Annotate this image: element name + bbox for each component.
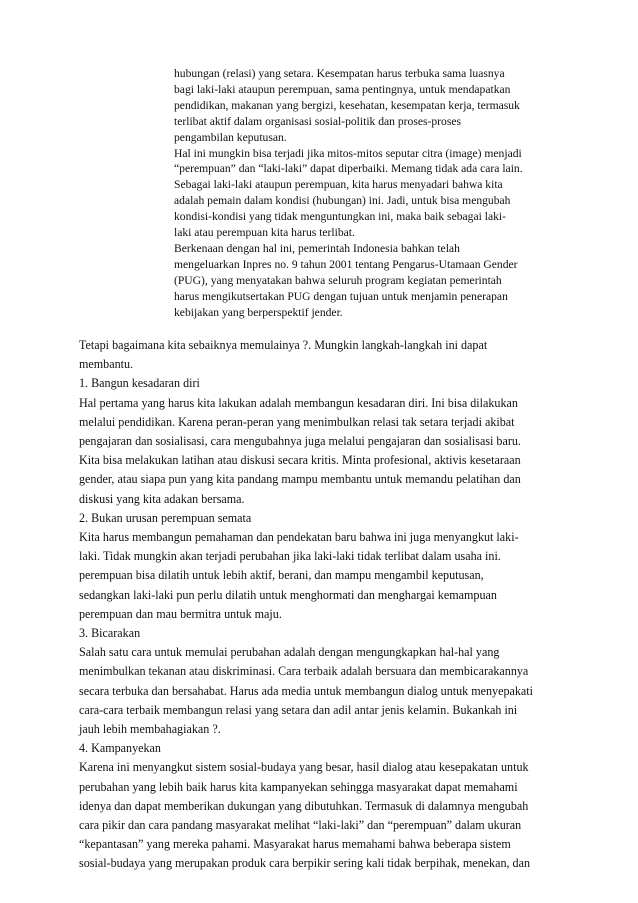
quote-text-line: terlibat aktif dalam organisasi sosial-politik dan proses-proses xyxy=(174,114,461,128)
body-text-line: 3. Bicarakan xyxy=(79,626,141,641)
body-text-line: perubahan yang lebih baik harus kita kampanyekan sehingga masyarakat dapat memahami xyxy=(79,779,518,794)
body-text-line: melalui pendidikan. Karena peran-peran yang menimbulkan relasi tak setara terjadi akibat xyxy=(79,414,515,429)
quote-text-line: adalah pemain dalam kondisi (hubungan) ini. Jadi, untuk bisa mengubah xyxy=(174,194,511,208)
main-body-text xyxy=(79,336,599,874)
body-text-line: cara-cara terbaik membangun relasi yang setara dan adil antar jenis kelamin. Bukankah ini xyxy=(79,702,518,717)
body-text-line: laki. Tidak mungkin akan terjadi perubahan jika laki-laki tidak terlibat dalam usaha ini. xyxy=(79,549,501,564)
quote-text-line: hubungan (relasi) yang setara. Kesempatan harus terbuka sama luasnya xyxy=(174,67,505,80)
quote-text-line: pengambilan keputusan. xyxy=(174,130,287,144)
quote-text-line: Berkenaan dengan hal ini, pemerintah Indonesia bahkan telah xyxy=(174,241,460,255)
body-text-line: 2. Bukan urusan perempuan semata xyxy=(79,510,252,525)
body-text-line: 4. Kampanyekan xyxy=(79,741,161,756)
body-text-line: jauh lebih membahagiakan ?. xyxy=(79,722,221,737)
body-text-line: Karena ini menyangkut sistem sosial-budaya yang besar, hasil dialog atau kesepakatan untuk xyxy=(79,760,529,775)
body-text-line: Salah satu cara untuk memulai perubahan adalah dengan mengungkapkan hal-hal yang xyxy=(79,645,500,660)
body-text-line: cara pikir dan cara pandang masyarakat melihat “laki-laki” dan “perempuan” dalam ukuran xyxy=(79,818,522,833)
body-text-line: diskusi yang kita adakan bersama. xyxy=(79,491,245,506)
quote-text-line: kebijakan yang berperspektif jender. xyxy=(174,305,343,319)
body-text-line: Hal pertama yang harus kita lakukan adalah membangun kesadaran diri. Ini bisa dilakukan xyxy=(79,395,518,410)
body-text-line: sedangkan laki-laki pun perlu dilatih untuk menghormati dan menghargai kemampuan xyxy=(79,587,497,602)
body-text-line: idenya dan dapat memberikan dukungan yang dibutuhkan. Termasuk di dalamnya mengubah xyxy=(79,798,529,813)
body-text-line: Kita harus membangun pemahaman dan pendekatan baru bahwa ini juga menyangkut laki- xyxy=(79,530,519,545)
body-text-line: sosial-budaya yang merupakan produk cara berpikir sering kali tidak berpihak, menekan, dan xyxy=(79,856,531,871)
quote-text-line: (PUG), yang menyatakan bahwa seluruh program kegiatan pemerintah xyxy=(174,273,502,287)
quote-text-line: harus mengikutsertakan PUG dengan tujuan untuk menjamin penerapan xyxy=(174,289,508,303)
quote-text-line: mengeluarkan Inpres no. 9 tahun 2001 tentang Pengarus-Utamaan Gender xyxy=(174,257,518,271)
body-text-line: perempuan bisa dilatih untuk lebih aktif, berani, dan mampu mengambil keputusan, xyxy=(79,568,484,583)
quote-text-line: kondisi-kondisi yang tidak menguntungkan ini, maka baik sebagai laki- xyxy=(174,210,506,224)
body-text-line: “kepantasan” yang mereka pahami. Masyarakat harus memahami bahwa beberapa sistem xyxy=(79,837,511,852)
body-text-line: gender, atau siapa pun yang kita pandang mampu membantu untuk memandu pelatihan dan xyxy=(79,472,521,487)
quote-text-line: laki atau perempuan kita harus terlibat. xyxy=(174,226,355,240)
body-text-line: 1. Bangun kesadaran diri xyxy=(79,376,200,391)
indented-quote-block xyxy=(174,66,594,321)
body-text-line: membantu. xyxy=(79,357,134,372)
quote-text-line: bagi laki-laki ataupun perempuan, sama pentingnya, untuk mendapatkan xyxy=(174,82,511,96)
body-text-line: menimbulkan tekanan atau diskriminasi. Cara terbaik adalah bersuara dan membicarakannya xyxy=(79,664,529,679)
body-text-line: pengajaran dan sosialisasi, cara mengubahnya juga melalui pengajaran dan sosialisasi baru. xyxy=(79,434,521,449)
body-text-line: Tetapi bagaimana kita sebaiknya memulainya ?. Mungkin langkah-langkah ini dapat xyxy=(79,338,488,352)
body-text-line: secara terbuka dan bersahabat. Harus ada media untuk membangun dialog untuk menyepakati xyxy=(79,683,534,698)
body-text-line: perempuan dan mau bermitra untuk maju. xyxy=(79,606,282,621)
quote-text-line: pendidikan, makanan yang bergizi, kesehatan, kesempatan kerja, termasuk xyxy=(174,98,520,112)
quote-text-line: Sebagai laki-laki ataupun perempuan, kita harus menyadari bahwa kita xyxy=(174,178,503,192)
quote-text-line: “perempuan” dan “laki-laki” dapat diperbaiki. Memang tidak ada cara lain. xyxy=(174,162,523,176)
body-text-line: Kita bisa melakukan latihan atau diskusi secara kritis. Minta profesional, aktivis kesetaraan xyxy=(79,453,521,468)
quote-text-line: Hal ini mungkin bisa terjadi jika mitos-mitos seputar citra (image) menjadi xyxy=(174,146,522,160)
